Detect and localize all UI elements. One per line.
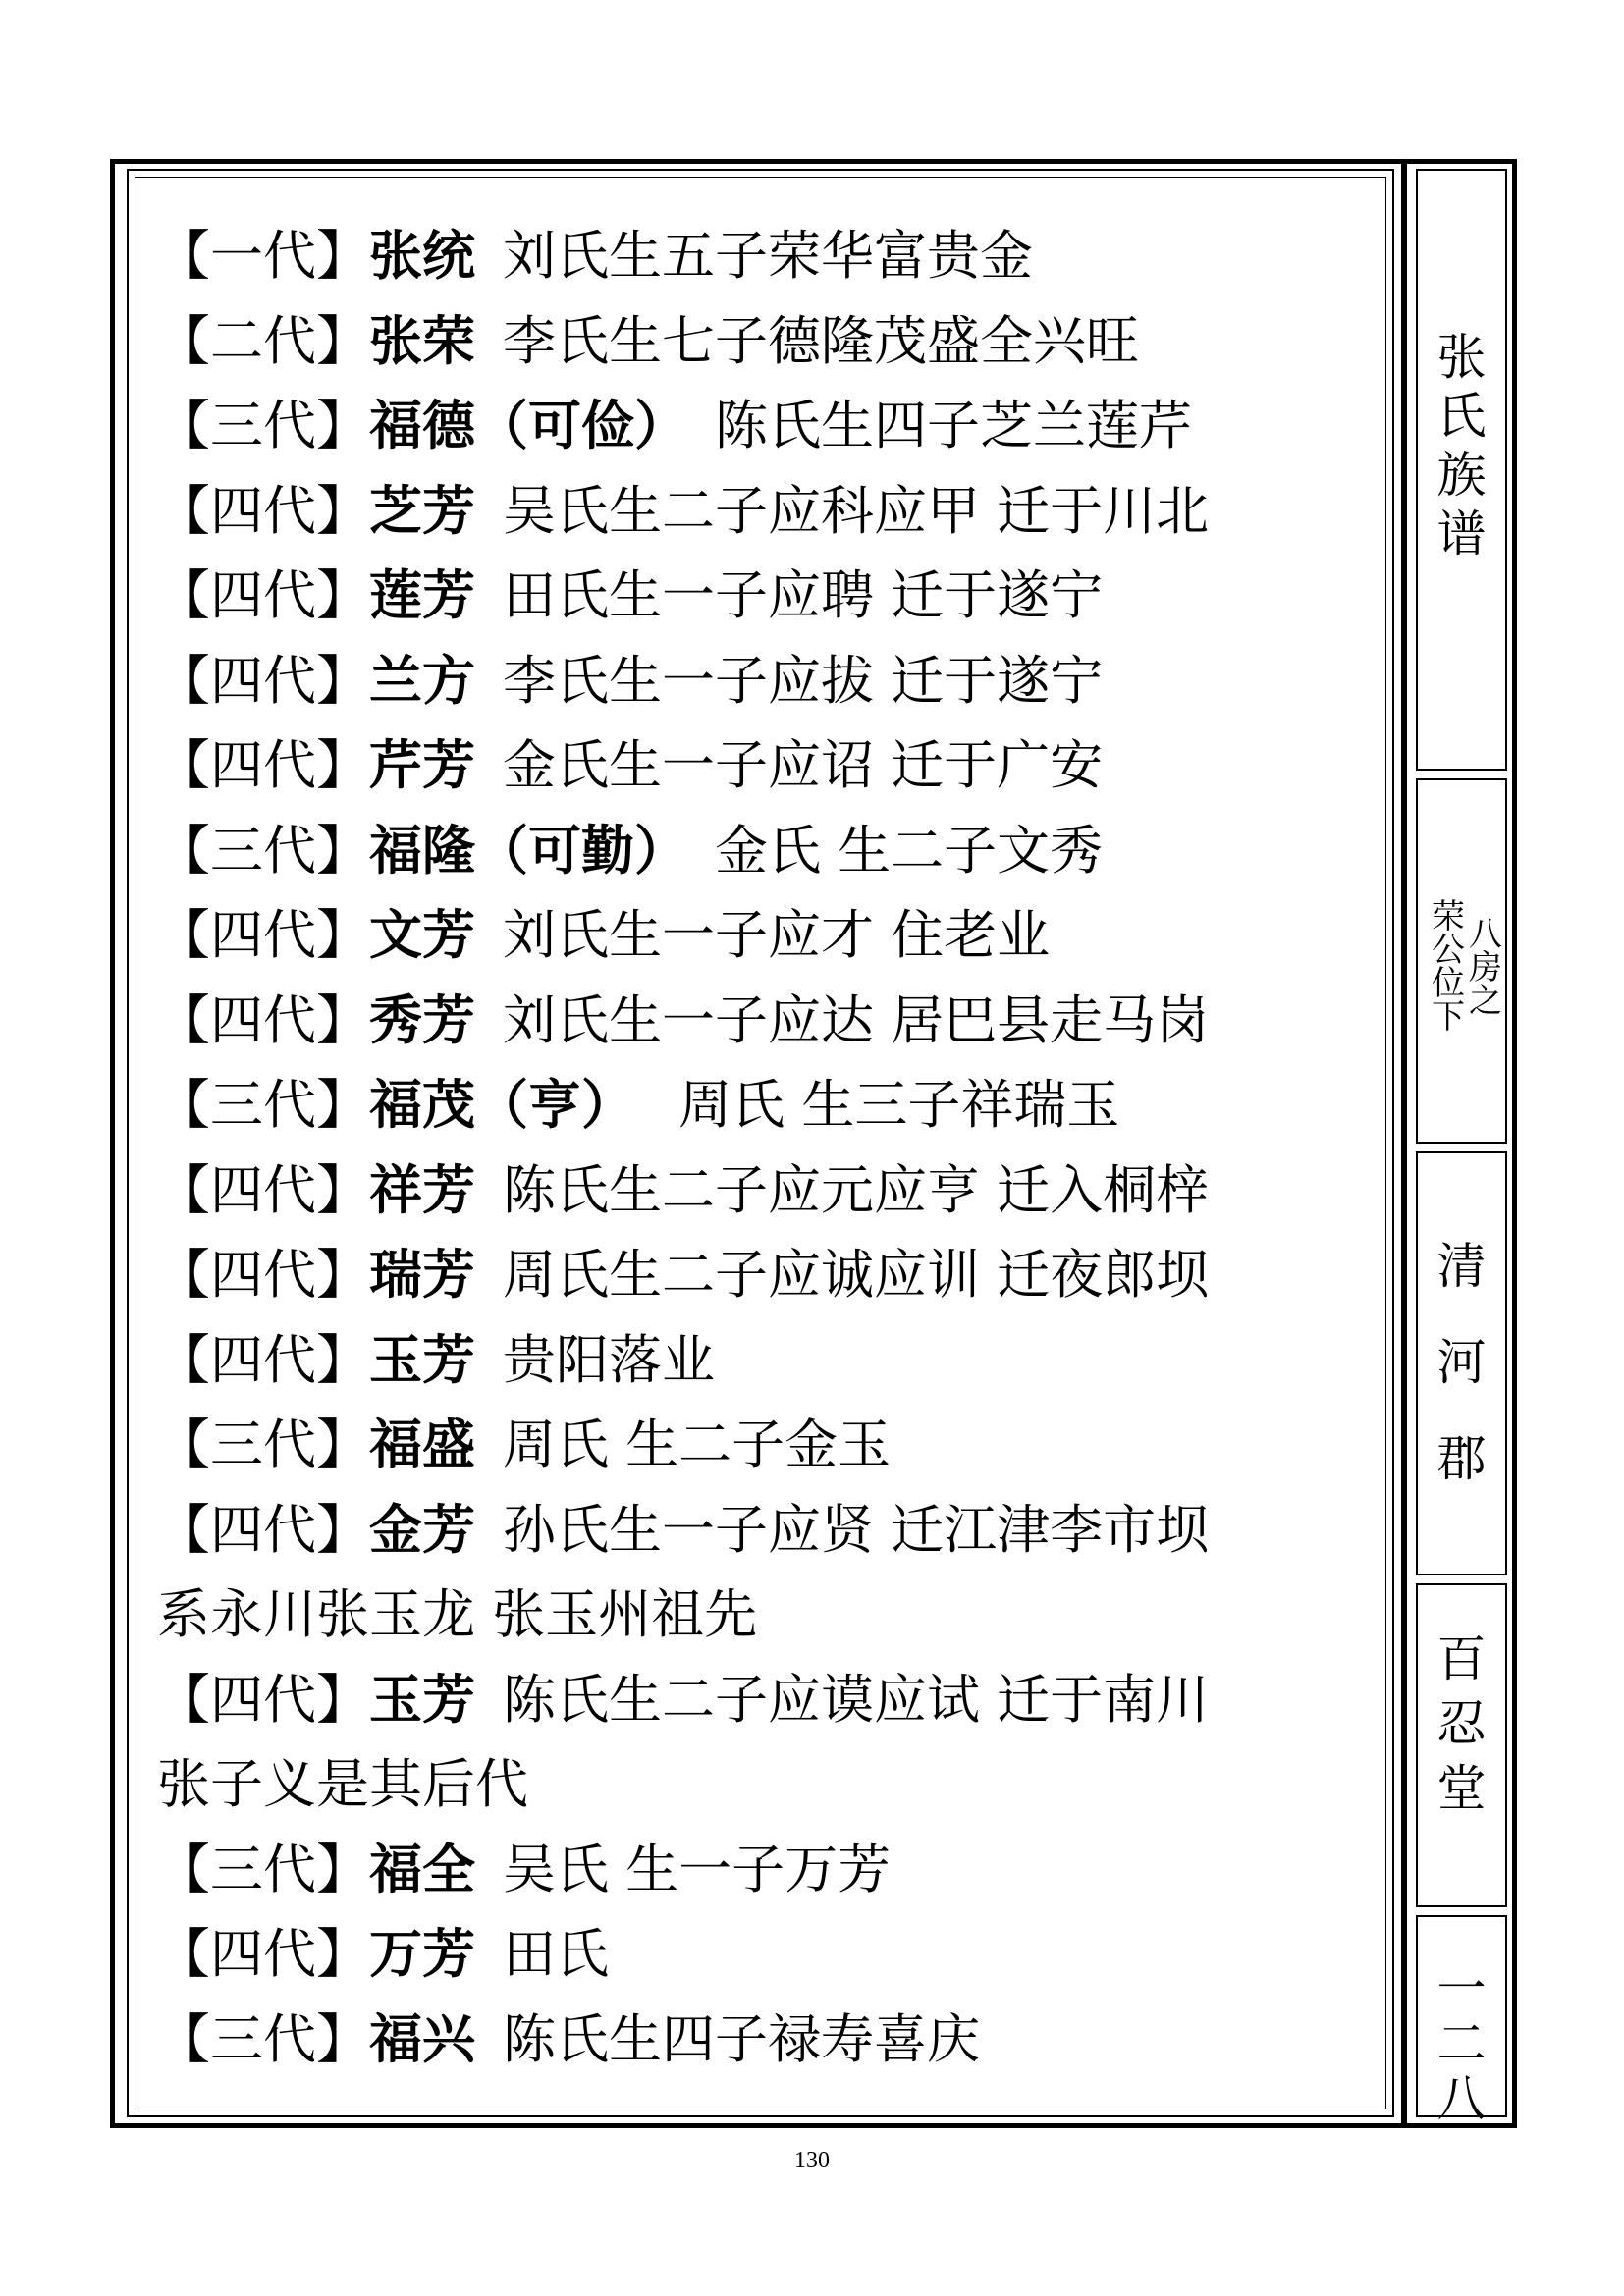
person-name: 福隆（可勤） [369,819,687,881]
entry-description: 陈氏生四子禄寿喜庆 [503,2007,980,2070]
person-name: 芝芳 [369,479,475,542]
genealogy-entry [157,554,1375,639]
entry-description: 周氏生二子应诚应训 迁夜郎坝 [503,1244,1210,1306]
side-divider [1401,159,1407,2128]
entry-description: 刘氏生五子荣华富贵金 [503,225,1033,287]
generation-label: 【四代】 [157,1158,369,1221]
person-name: 福德（可俭） [369,395,687,456]
page-number: 130 [794,2148,830,2173]
genealogy-entry [157,1318,1375,1404]
genealogy-entry [157,1403,1375,1488]
person-name: 福茂（亨） [369,1074,634,1136]
person-name: 张统 [369,225,475,287]
entry-description: 陈氏生二子应谟应试 迁于南川 [503,1668,1210,1731]
genealogy-entry [157,1828,1375,1913]
entry-description: 周氏 生三子祥瑞玉 [662,1074,1120,1136]
entry-description: 系永川张玉龙 张玉州祖先 [157,1583,758,1645]
entry-description: 金氏 生二子文秀 [715,819,1104,881]
entry-description: 吴氏 生一子万芳 [503,1838,892,1900]
person-name: 金芳 [369,1498,475,1561]
entry-description: 孙氏生一子应贤 迁江津李市坝 [503,1498,1210,1561]
generation-label: 【三代】 [157,819,369,881]
genealogy-entry [157,1233,1375,1318]
generation-label: 【一代】 [157,225,369,287]
entry-description: 金氏生一子应诏 迁于广安 [503,734,1104,796]
generation-label: 【四代】 [157,734,369,796]
generation-label: 【四代】 [157,1668,369,1731]
generation-label: 【三代】 [157,2007,369,2070]
generation-label: 【四代】 [157,904,369,966]
genealogy-entry [157,893,1375,979]
generation-label: 【二代】 [157,309,369,372]
genealogy-entry [157,469,1375,555]
generation-label: 【三代】 [157,1838,369,1900]
genealogy-entry [157,1488,1375,1574]
generation-label: 【四代】 [157,988,369,1051]
person-name: 玉芳 [369,1328,475,1391]
generation-label: 【四代】 [157,1328,369,1391]
person-name: 张荣 [369,309,475,372]
person-name: 秀芳 [369,988,475,1051]
genealogy-entry [157,384,1375,469]
side-hall-box [1416,1583,1507,1907]
entry-description: 陈氏生四子芝兰莲芹 [715,395,1192,456]
genealogy-entry [157,1148,1375,1234]
person-name: 福兴 [369,2007,475,2070]
person-name: 福全 [369,1838,475,1900]
entry-description: 李氏生七子德隆茂盛全兴旺 [503,309,1139,372]
branch-right-text: 八 房 之 [1469,915,1502,1021]
generation-label: 【四代】 [157,649,369,712]
genealogy-entry [157,1573,1375,1658]
genealogy-entry [157,1658,1375,1743]
person-name: 文芳 [369,904,475,966]
person-name: 万芳 [369,1923,475,1985]
person-name: 瑞芳 [369,1244,475,1306]
genealogy-entries [157,214,1375,2082]
genealogy-entry [157,809,1375,894]
person-name: 福盛 [369,1414,475,1475]
entry-description: 田氏 [503,1923,609,1985]
genealogy-entry [157,979,1375,1064]
entry-description: 田氏生一子应聘 迁于遂宁 [503,564,1104,626]
generation-label: 【四代】 [157,1498,369,1561]
person-name: 芹芳 [369,734,475,796]
side-branch-box [1416,778,1507,1144]
side-volume-page-box [1416,1915,1507,2127]
entry-description: 李氏生一子应拔 迁于遂宁 [503,649,1104,712]
generation-label: 【四代】 [157,1923,369,1985]
side-commandery-box [1416,1151,1507,1575]
generation-label: 【三代】 [157,395,369,456]
volume-page-text: 一 二 八 [1436,1960,1487,2127]
generation-label: 【四代】 [157,1244,369,1306]
side-title: 张 氏 族 谱 [1436,329,1487,562]
genealogy-entry [157,1998,1375,2083]
genealogy-entry [157,723,1375,809]
entry-description: 吴氏生二子应科应甲 迁于川北 [503,479,1210,542]
generation-label: 【三代】 [157,1074,369,1136]
entry-description: 张子义是其后代 [157,1753,528,1815]
entry-description: 刘氏生一子应达 居巴县走马岗 [503,988,1210,1051]
genealogy-entry [157,1742,1375,1828]
genealogy-entry [157,639,1375,724]
hall-name-text: 百 忍 堂 [1436,1630,1487,1817]
branch-left-text: 荣 公 位 下 [1432,897,1465,1037]
generation-label: 【三代】 [157,1414,369,1475]
genealogy-entry [157,1063,1375,1148]
genealogy-entry [157,299,1375,385]
person-name: 玉芳 [369,1668,475,1731]
entry-description: 陈氏生二子应元应亨 迁入桐梓 [503,1158,1210,1221]
entry-description: 周氏 生二子金玉 [503,1414,892,1475]
generation-label: 【四代】 [157,564,369,626]
person-name: 莲芳 [369,564,475,626]
generation-label: 【四代】 [157,479,369,542]
person-name: 祥芳 [369,1158,475,1221]
entry-description: 刘氏生一子应才 住老业 [503,904,1051,966]
genealogy-entry [157,214,1375,299]
entry-description: 贵阳落业 [503,1328,715,1391]
commandery-text: 清 河 郡 [1436,1238,1487,1487]
person-name: 兰方 [369,649,475,712]
side-title-box [1416,169,1507,771]
genealogy-entry [157,1912,1375,1998]
